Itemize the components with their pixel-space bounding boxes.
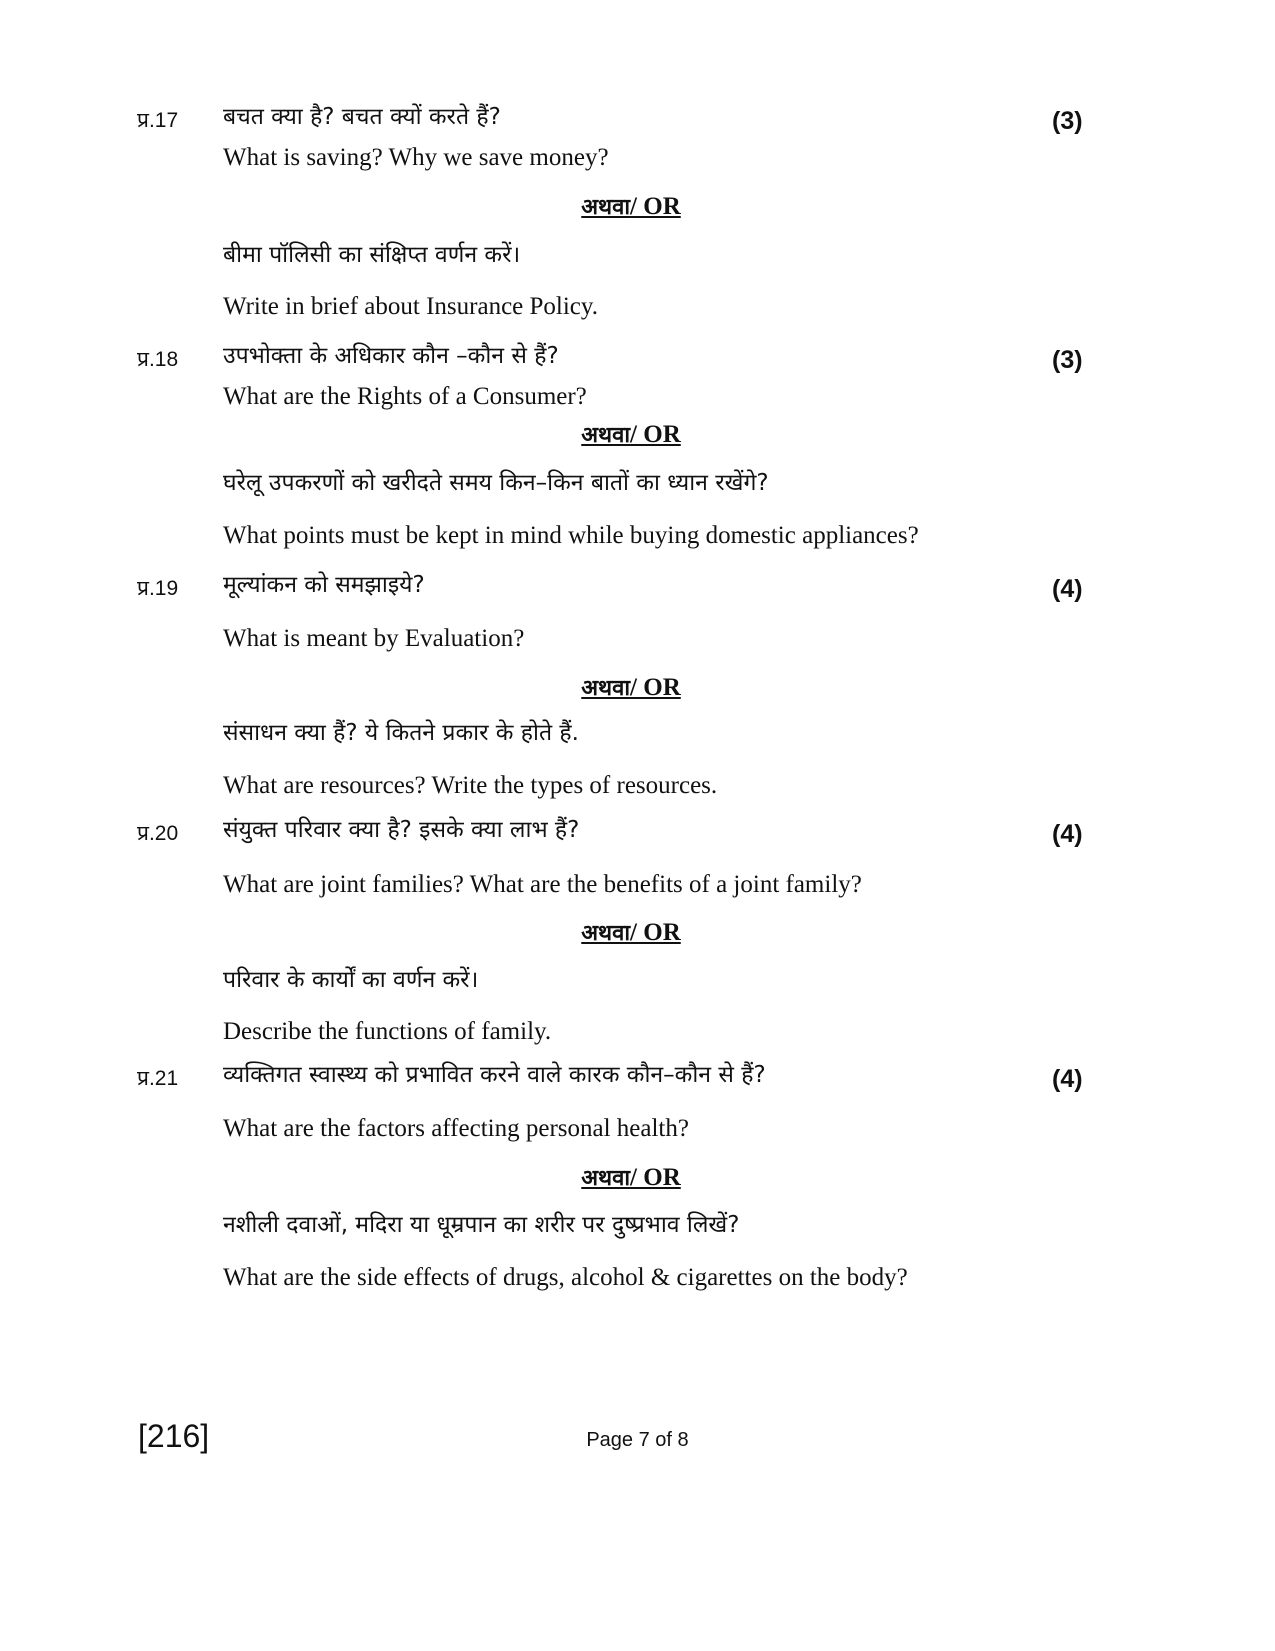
or-hindi: अथवा [581,423,631,448]
or-separator [0,918,1262,948]
alternative-english: What are resources? Write the types of resources. [223,772,718,799]
or-hindi: अथवा [581,195,631,220]
question-hindi: व्यक्तिगत स्वास्थ्य को प्रभावित करने वाले कारक कौन–कौन से हैं? [223,1062,766,1088]
question-hindi: उपभोक्ता के अधिकार कौन –कौन से हैं? [223,343,559,369]
question-english: What are joint families? What are the benefits of a joint family? [223,871,862,898]
alternative-hindi: बीमा पॉलिसी का संक्षिप्त वर्णन करें। [223,242,521,268]
page-number: Page 7 of 8 [586,1429,689,1451]
alternative-hindi: परिवार के कार्यों का वर्णन करें। [223,967,479,993]
question-english: What are the factors affecting personal health? [223,1115,689,1142]
or-english: / OR [630,193,681,220]
or-english: / OR [630,421,681,448]
alternative-hindi: संसाधन क्या हैं? ये कितने प्रकार के होते हैं. [223,720,579,746]
question-english: What are the Rights of a Consumer? [223,383,587,410]
question-number: प्र.20 [137,822,179,845]
or-hindi: अथवा [581,676,631,701]
question-hindi: मूल्यांकन को समझाइये? [223,572,425,598]
alternative-hindi: नशीली दवाओं, मदिरा या धूम्रपान का शरीर पर दुष्प्रभाव लिखें? [223,1212,740,1238]
question-marks: (4) [1052,1065,1083,1093]
question-marks: (4) [1052,820,1083,848]
question-number: प्र.17 [137,109,179,132]
or-english: / OR [630,1164,681,1191]
or-separator [0,192,1262,222]
or-english: / OR [630,919,681,946]
or-separator [0,673,1262,703]
question-marks: (3) [1052,107,1083,135]
question-english: What is meant by Evaluation? [223,625,525,652]
question-hindi: संयुक्त परिवार क्या है? इसके क्या लाभ हैं? [223,817,580,843]
alternative-english: Write in brief about Insurance Policy. [223,293,599,320]
question-number: प्र.21 [137,1067,179,1090]
alternative-english: What points must be kept in mind while buying domestic appliances? [223,522,919,549]
or-hindi: अथवा [581,1166,631,1191]
or-separator [0,420,1262,450]
or-separator [0,1163,1262,1193]
question-number: प्र.18 [137,348,179,371]
paper-code: [216] [138,1418,210,1454]
alternative-hindi: घरेलू उपकरणों को खरीदते समय किन–किन बातों का ध्यान रखेंगे? [223,470,769,496]
question-hindi: बचत क्या है? बचत क्यों करते हैं? [223,104,501,130]
question-english: What is saving? Why we save money? [223,144,609,171]
question-marks: (3) [1052,346,1083,374]
alternative-english: Describe the functions of family. [223,1018,552,1045]
question-number: प्र.19 [137,577,179,600]
or-english: / OR [630,674,681,701]
question-marks: (4) [1052,575,1083,603]
or-hindi: अथवा [581,921,631,946]
alternative-english: What are the side effects of drugs, alcohol & cigarettes on the body? [223,1264,908,1291]
